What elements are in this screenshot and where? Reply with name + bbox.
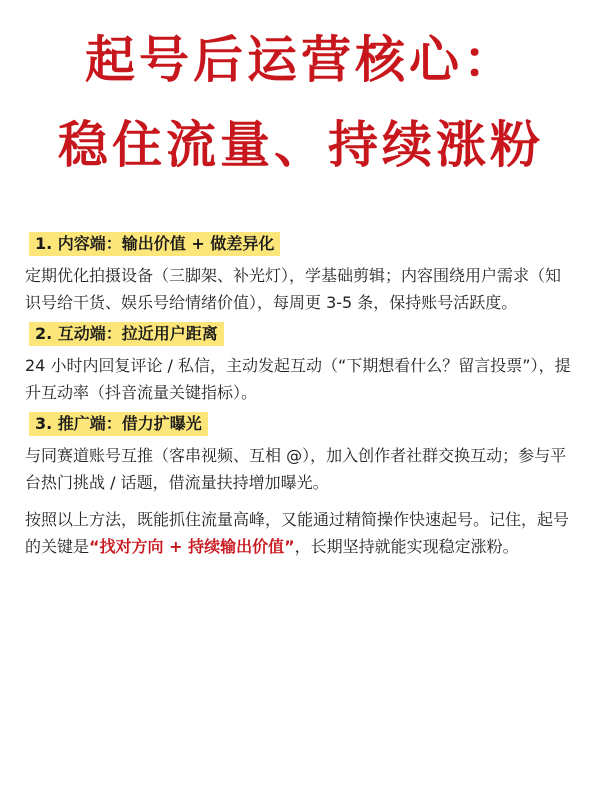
section-body-interaction: 24 小时内回复评论 / 私信，主动发起互动（“下期想看什么？留言投票”），提升互动率（抖音流量关键指标）。 <box>25 356 571 402</box>
article-body <box>25 232 573 560</box>
section-interaction <box>25 322 573 406</box>
section-content <box>25 232 573 316</box>
conclusion-paragraph <box>25 506 573 560</box>
conclusion-highlight: “找对方向 + 持续输出价值” <box>89 537 295 556</box>
section-heading-content: 1. 内容端：输出价值 + 做差异化 <box>29 232 280 256</box>
conclusion-text-end: ，长期坚持就能实现稳定涨粉。 <box>294 537 519 556</box>
section-body-content: 定期优化拍摄设备（三脚架、补光灯），学基础剪辑；内容围绕用户需求（知识号给干货、娱乐号给情绪价值），每周更 3-5 条，保持账号活跃度。 <box>25 266 562 312</box>
section-promotion <box>25 412 573 496</box>
conclusion-text-start: 按照以上方法，既能抓住流量高峰，又能通过精简操作快速起号。记住，起号的关键是 <box>25 510 570 556</box>
page-title-line-1: 起号后运营核心： <box>85 31 517 89</box>
section-body-promotion: 与同赛道账号互推（客串视频、互相 @），加入创作者社群交换互动；参与平台热门挑战 / 话题，借流量扶持增加曝光。 <box>25 446 567 492</box>
section-heading-promotion: 3. 推广端：借力扩曝光 <box>29 412 208 436</box>
section-heading-interaction: 2. 互动端：拉近用户距离 <box>29 322 224 346</box>
page-title-line-2: 稳住流量、持续涨粉 <box>58 116 544 174</box>
